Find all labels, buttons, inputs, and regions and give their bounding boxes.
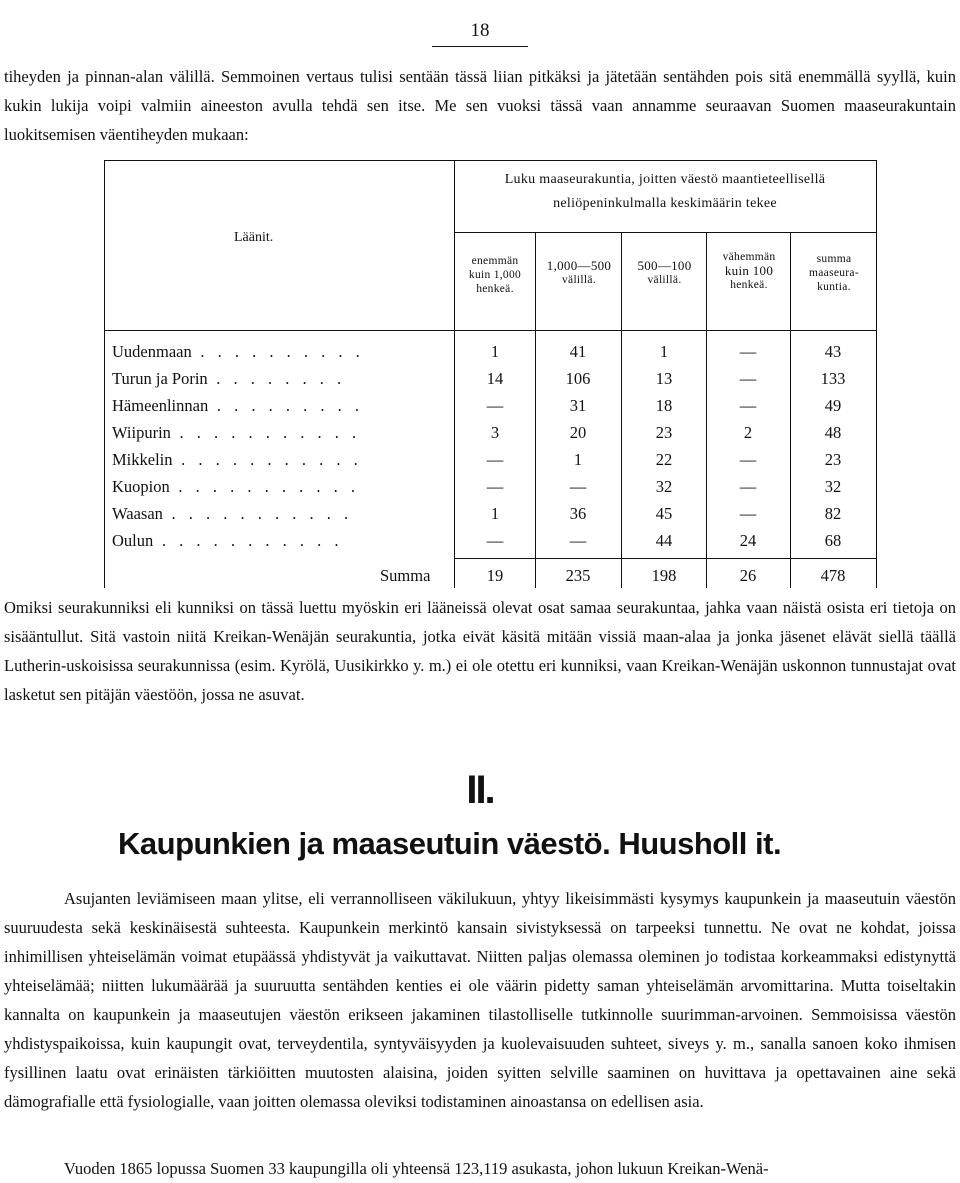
table-cell: — [486,450,504,469]
leader-dots: . . . . . . . . . . . [162,504,353,523]
span-header-rule [454,232,876,233]
column-header: enemmän kuin 1,000 henkeä. [468,255,522,295]
table-cell: 22 [655,450,673,469]
table-cell: 20 [569,423,587,442]
parish-density-table [104,160,876,588]
table-cell: 36 [569,504,587,523]
table-cell: 44 [655,531,673,550]
column-header: vähemmän kuin 100 henkeä. [722,251,776,291]
section-title: Kaupunkien ja maaseutuin väestö. Huusholl it. [118,826,782,861]
leader-dots: . . . . . . . . . . [191,342,365,361]
sum-cell: 19 [486,566,504,585]
table-cell: 32 [824,477,842,496]
table-col-divider [790,232,791,588]
intro-paragraph: tiheyden ja pinnan-alan välillä. Semmoinen vertaus tulisi sentään tässä liian pitkäksi ja jätetään sentähden pois sitä enemmällä syyllä, kuin kukin lukija voipi valmiin aineeston avulla tehdä sen itse. Me sen vuoksi tässä vaan annamme seuraavan Suomen maaseurakuntain luokitsemisen väentiheyden mukaan: [4,67,956,144]
table-cell: 1 [573,450,583,469]
sum-label: Summa [380,566,431,585]
table-cell: 23 [824,450,842,469]
table-cell: 43 [824,342,842,361]
sum-rule [454,558,876,559]
table-right-border [876,160,877,588]
header-bottom-rule [104,330,876,331]
column-header: 500—100 välillä. [637,258,692,286]
province-name: Wiipurin [112,423,171,442]
table-row-name [112,369,346,389]
table-cell: 1 [490,342,500,361]
table-row-name [112,531,343,551]
province-name: Hämeenlinnan [112,396,209,415]
table-cell: 82 [824,504,842,523]
province-name: Mikkelin [112,450,173,469]
section-number: II. [466,768,494,812]
table-cell: 133 [820,369,846,388]
last-line: Vuoden 1865 lopussa Suomen 33 kaupungilla oli yhteensä 123,119 asukasta, johon lukuun Kreikan-Wenä- [64,1159,769,1178]
table-cell: — [739,504,757,523]
table-col-divider [706,232,707,588]
span-header: Luku maaseurakuntia, joitten väestö maantieteellisellä neliöpeninkulmalla keskimäärin tekee [504,172,826,211]
province-name: Turun ja Porin [112,369,208,388]
table-cell: 32 [655,477,673,496]
leader-dots: . . . . . . . . . . . [172,450,363,469]
table-cell: 45 [655,504,673,523]
table-row-name [112,504,353,524]
column-header: 1,000—500 välillä. [546,258,612,286]
table-cell: 18 [655,396,673,415]
table-cell: 13 [655,369,673,388]
table-cell: 1 [490,504,500,523]
table-row-name [112,396,363,416]
table-cell: 41 [569,342,587,361]
table-cell: 24 [739,531,757,550]
sum-cell: 26 [739,566,757,585]
table-cell: 23 [655,423,673,442]
province-name: Oulun [112,531,154,550]
table-left-border [104,160,105,588]
leader-dots: . . . . . . . . . . . [169,477,360,496]
table-col-divider [535,232,536,588]
table-cell: 106 [565,369,591,388]
table-cell: — [739,450,757,469]
table-top-border [104,160,876,161]
province-name: Waasan [112,504,163,523]
leader-dots: . . . . . . . . . . . [153,531,343,550]
table-row-name [112,342,364,362]
table-cell: 31 [569,396,587,415]
table-cell: 68 [824,531,842,550]
row-header: Läänit. [234,230,274,245]
table-row-name [112,477,360,497]
page-number-rule [432,46,528,47]
table-cell: 1 [659,342,669,361]
table-row-name [112,450,362,470]
table-col-divider [621,232,622,588]
table-cell: — [569,477,587,496]
table-cell: 48 [824,423,842,442]
table-cell: 49 [824,396,842,415]
body-paragraph: Asujanten leviämiseen maan ylitse, eli verrannolliseen väkilukuun, yhtyy likeisimmästi kysymys kaupunkein ja maaseutuin väestön suuruudesta sekä keskinäisestä suhteesta. Kaupunkein merkintö kansain sivistyksessä on tarpeeksi tunnettu. Ne ovat ne kohdat, joissa inhimillisen yhteiselämän voimat etupäässä yhdistyvät ja vaikuttavat. Niitten paljas olemassa oleminen jo todistaa korkeammaksi edistynyttä yhteiselämää; niitten lukumäärää ja suuruutta sentähden kenties ei ole väärin pidetty saman yhteiselämän arvomittarina. Mutta toiseltakin kannalta on kaupunkein ja maaseutujen väestön erikseen jakaminen tilastolliselle tutkinnolle suurimman-arvoinen. Semmoisissa väestön yhdistyspaikoissa, kuin kaupungit ovat, terveydentila, syntyväisyyden ja kuolevaisuuden suhteet, siveys y. m., sanalla sanoen koko ihmisen fysillinen laatu ovat erinäisten tärkiöitten muutosten alaisina, joiden syitten selville saaminen on huvittava ja opettavainen aine sekä dämografialle että fysiologialle, vaan joitten olemassa oleviksi todistaminen ainoastansa on edellisen asia. [4,889,956,1111]
table-row-name [112,423,361,443]
leader-dots: . . . . . . . . . . . [170,423,361,442]
leader-dots: . . . . . . . . [207,369,346,388]
table-cell: — [739,342,757,361]
province-name: Kuopion [112,477,170,496]
note-paragraph: Omiksi seurakunniksi eli kunniksi on tässä luettu myöskin eri lääneissä olevat osat samaa seurakuntaa, jahka vaan näistä osista eri tietoja on sisääntullut. Sitä vastoin niitä Kreikan-Wenäjän seurakuntia, jotka eivät käsitä mitään vissiä maan-alaa ja jonka jäsenet elävät siellä täällä Lutherin-uskoisissa seurakunnissa (esim. Kyrölä, Uusikirkko y. m.) ei ole otettu eri kunniksi, vaan Kreikan-Wenäjän uskonnon tunnustajat ovat lasketut sen pitäjän väestöön, jossa ne asuvat. [4,598,956,704]
sum-cell: 235 [565,566,591,585]
sum-cell: 198 [651,566,677,585]
sum-cell: 478 [820,566,846,585]
table-cell: — [569,531,587,550]
table-cell: — [486,396,504,415]
province-name: Uudenmaan [112,342,192,361]
table-cell: — [739,477,757,496]
table-cell: — [739,369,757,388]
table-cell: 14 [486,369,504,388]
column-header: summa maaseura- kuntia. [809,253,859,293]
table-cell: — [739,396,757,415]
table-cell: — [486,531,504,550]
table-cell: 2 [743,423,753,442]
table-cell: — [486,477,504,496]
table-cell: 3 [490,423,500,442]
page-number: 18 [470,20,490,41]
leader-dots: . . . . . . . . . [208,396,364,415]
